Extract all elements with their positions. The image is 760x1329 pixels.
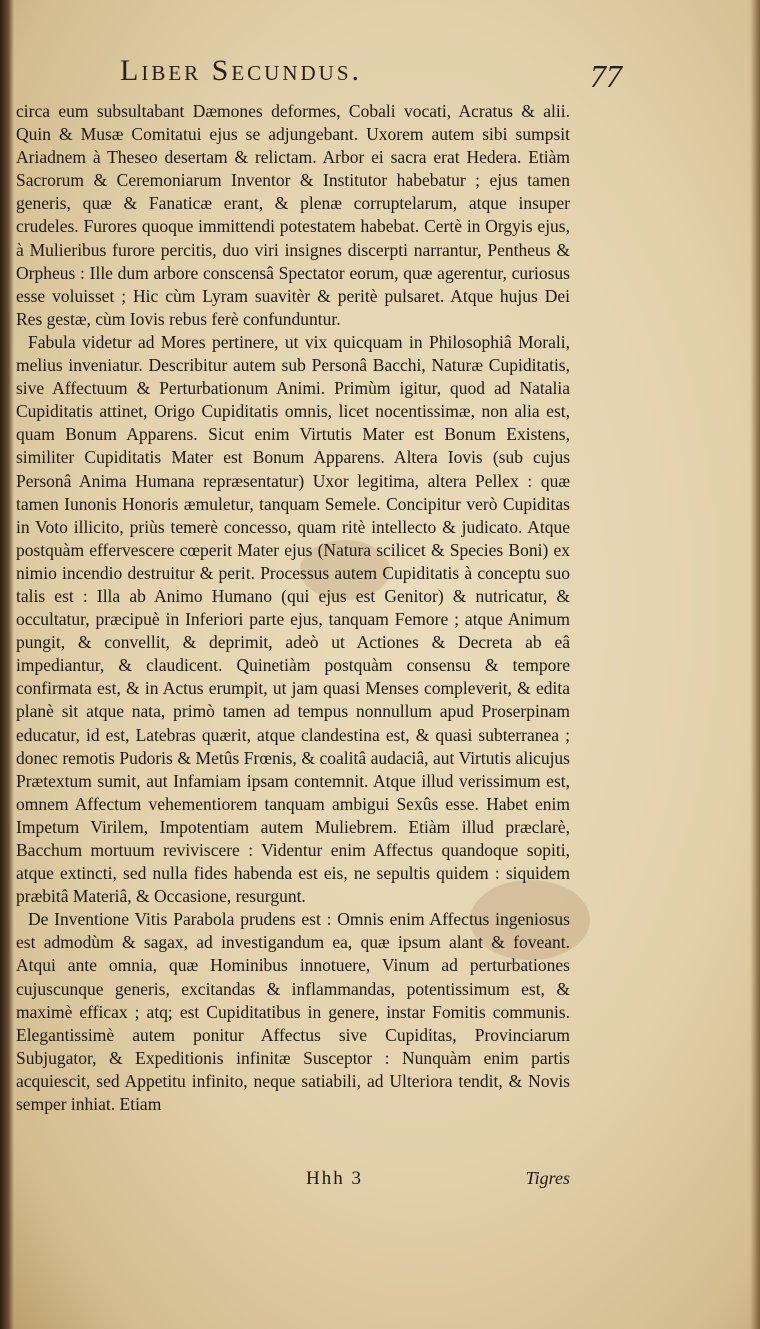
signature-mark: Hhh 3 bbox=[306, 1168, 363, 1189]
page-number: 77 bbox=[590, 58, 622, 94]
running-head: Liber Secundus. bbox=[120, 54, 363, 87]
body-text bbox=[16, 100, 570, 1116]
page-footer bbox=[16, 1168, 570, 1194]
paragraph-2: Fabula videtur ad Mores pertinere, ut vix quicquam in Philosophiâ Morali, melius inveniatur. Describitur autem sub Personâ Bacchi, Naturæ Cupiditatis, sive Affectuum & Perturbationum Animi. Primùm igitur, quod ad Natalia Cupiditatis attinet, Origo Cupiditatis omnis, licet nocentissimæ, non alia est, quam Bonum Apparens. Sicut enim Virtutis Mater est Bonum Existens, similiter Cupiditatis Mater est Bonum Apparens. Altera Iovis (sub cujus Personâ Anima Humana repræsentatur) Uxor legitima, altera Pellex : quæ tamen Iunonis Honoris æmuletur, tanquam Semele. Concipitur verò Cupiditas in Voto illicito, priùs temerè concesso, quam ritè intellecto & judicato. Atque postquàm effervescere cœperit Mater ejus (Natura scilicet & Species Boni) ex nimio incendio destruitur & perit. Processus autem Cupiditatis à conceptu suo talis est : Illa ab Animo Humano (qui ejus est Genitor) & nutricatur, & occultatur, præcipuè in Inferiori parte ejus, tanquam Femore ; atque Animum pungit, & convellit, & deprimit, adeò ut Actiones & Decreta ab eâ impediantur, & claudicent. Quinetiàm postquàm consensu & tempore confirmata est, & in Actus erumpit, ut jam quasi Menses compleverit, & edita planè sit atque nata, primò tamen ad tempus nonnullum apud Proserpinam educatur, id est, Latebras quærit, atque clandestina est, & quasi subterranea ; donec remotis Pudoris & Metûs Frœnis, & coalitâ audaciâ, aut Virtutis alicujus Prætextum sumit, aut Infamiam ipsam contemnit. Atque illud verissimum est, omnem Affectum vehementiorem tanquam ambigui Sexûs esse. Habet enim Impetum Virilem, Impotentiam autem Muliebrem. Etiàm illud præclarè, Bacchum mortuum reviviscere : Videntur enim Affectus quandoque sopiti, atque extincti, sed nulla fides habenda est eis, ne sepultis quidem : siquidem præbitâ Materiâ, & Occasione, resurgunt. bbox=[16, 331, 570, 907]
paragraph-3: De Inventione Vitis Parabola prudens est : Omnis enim Affectus ingeniosus est admodùm & sagax, ad investigandum ea, quæ ipsum alant & foveant. Atqui ante omnia, quæ Hominibus innotuere, Vinum ad perturbationes cujuscunque generis, excitandas & inflammandas, potentissimum est, & maximè efficax ; atq; est Cupiditatibus in genere, instar Fomitis communis. Elegantissimè autem ponitur Affectus sive Cupiditas, Provinciarum Subjugator, & Expeditionis infinitæ Susceptor : Nunquàm enim partis acquiescit, sed Appetitu infinito, neque satiabili, ad Ulteriora tendit, & Novis semper inhiat. Etiam bbox=[16, 909, 570, 1115]
catchword: Tigres bbox=[525, 1168, 570, 1188]
binding-gutter bbox=[0, 0, 14, 1329]
page-edge bbox=[750, 0, 760, 1329]
paragraph-1: circa eum subsultabant Dæmones deformes, Cobali vocati, Acratus & alii. Quin & Musæ Comitatui ejus se adjungebant. Uxorem autem sibi sumpsit Ariadnem à Theseo desertam & relictam. Arbor ei sacra erat Hedera. Etiàm Sacrorum & Ceremoniarum Inventor & Institutor habebatur ; ejus tamen generis, quæ & Fanaticæ erant, & plenæ corruptelarum, atque insuper crudeles. Furores quoque immittendi potestatem habebat. Certè in Orgyis ejus, à Mulieribus furore percitis, duo viri insignes discerpti narrantur, Pentheus & Orpheus : Ille dum arbore conscensâ Spectator eorum, quæ agerentur, curiosus esse voluisset ; Hic cùm Lyram suavitèr & peritè pulsaret. Atque hujus Dei Res gestæ, cùm Iovis rebus ferè confunduntur. bbox=[16, 101, 570, 329]
